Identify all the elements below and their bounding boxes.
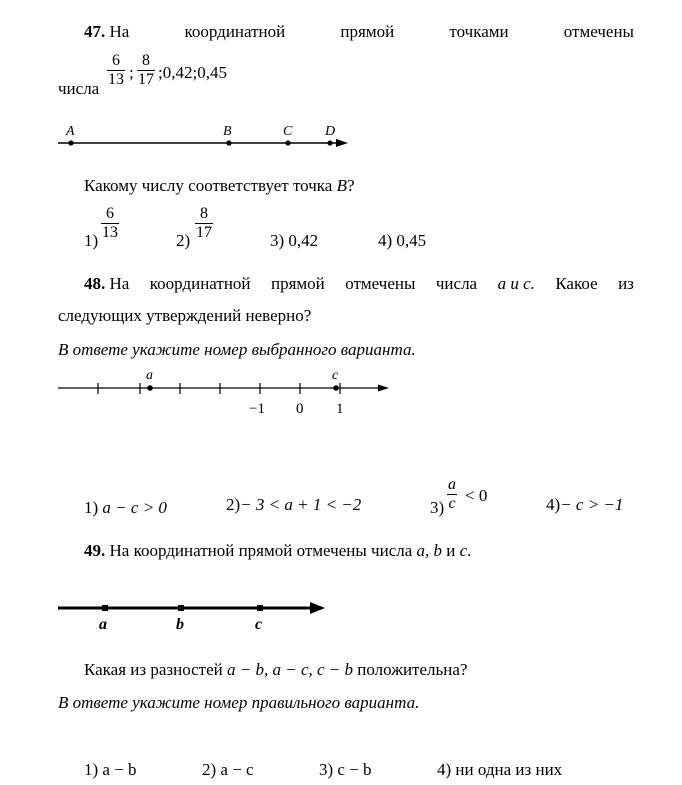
fraction-denominator: 13 xyxy=(108,71,124,88)
p47-question: Какому числу соответствует точка B? xyxy=(84,176,355,195)
p49-statement: 49. На координатной прямой отмечены числа a, b и c. xyxy=(84,541,472,560)
p47-word: На xyxy=(109,22,130,41)
fraction-numerator: 8 xyxy=(142,52,150,69)
point-label: A xyxy=(66,124,75,139)
fraction-denominator: c xyxy=(448,495,456,512)
p48-option-4: 4)− c > −1 xyxy=(546,495,624,514)
p48-option-3-label: 3) xyxy=(430,498,445,517)
p47-separator: ; xyxy=(129,63,134,82)
p48-option-1: 1) a − c > 0 xyxy=(84,498,167,517)
p47-word: прямой xyxy=(340,22,395,41)
point-label: b xyxy=(176,616,184,633)
p47-numbers-rest: ;0,42;0,45 xyxy=(158,63,227,82)
p49-hint: В ответе укажите номер правильного варианта. xyxy=(58,693,420,712)
fraction-denominator: 17 xyxy=(196,224,212,241)
p47-option-3: 3) 0,42 xyxy=(270,231,319,250)
p47-option-2: 2) xyxy=(176,231,191,250)
p49-option-3: 3) c − b xyxy=(319,760,372,779)
point-label: a xyxy=(99,616,107,633)
fraction-numerator: a xyxy=(448,476,456,493)
point-label: a xyxy=(146,368,153,383)
p49-question: Какая из разностей a − b, a − c, c − b положительна? xyxy=(84,660,468,679)
p48-line2: следующих утверждений неверно? xyxy=(58,306,312,325)
p49-option-4: 4) ни одна из них xyxy=(437,760,563,779)
point-label: c xyxy=(255,616,263,633)
p48-number: 48. xyxy=(84,274,106,293)
p49-number: 49. xyxy=(84,541,106,560)
point-label: D xyxy=(325,124,336,139)
p48-hint: В ответе укажите номер выбранного варианта. xyxy=(58,340,416,359)
fraction-denominator: 13 xyxy=(102,224,118,241)
p47-line2-prefix: числа xyxy=(58,79,100,98)
p47-word: отмечены xyxy=(563,22,634,41)
fraction-numerator: 8 xyxy=(200,205,208,222)
tick-label: 0 xyxy=(296,401,304,417)
point-c-dot xyxy=(257,605,263,611)
p49-option-1: 1) a − b xyxy=(84,760,137,779)
point-label: C xyxy=(283,124,293,139)
point-label: c xyxy=(332,368,339,383)
tick-label: 1 xyxy=(336,401,344,417)
p49-option-2: 2) a − c xyxy=(202,760,254,779)
p47-number: 47. xyxy=(84,22,106,41)
fraction-numerator: 6 xyxy=(106,205,114,222)
p48-option-3-rel: < 0 xyxy=(465,486,488,505)
p47-word: координатной xyxy=(184,22,286,41)
p48-first-line: 48. На координатной прямой отмечены числа a и c. Какое из xyxy=(84,274,634,293)
fraction-denominator: 17 xyxy=(138,71,154,88)
point-label: B xyxy=(223,124,232,139)
p47-word: точками xyxy=(449,22,509,41)
p48-option-2: 2)− 3 < a + 1 < −2 xyxy=(226,495,362,514)
fraction-numerator: 6 xyxy=(112,52,120,69)
point-b-dot xyxy=(178,605,184,611)
p47-option-1: 1) xyxy=(84,231,99,250)
p47-option-4: 4) 0,45 xyxy=(378,231,427,250)
point-a-dot xyxy=(102,605,108,611)
tick-label: −1 xyxy=(249,401,265,417)
